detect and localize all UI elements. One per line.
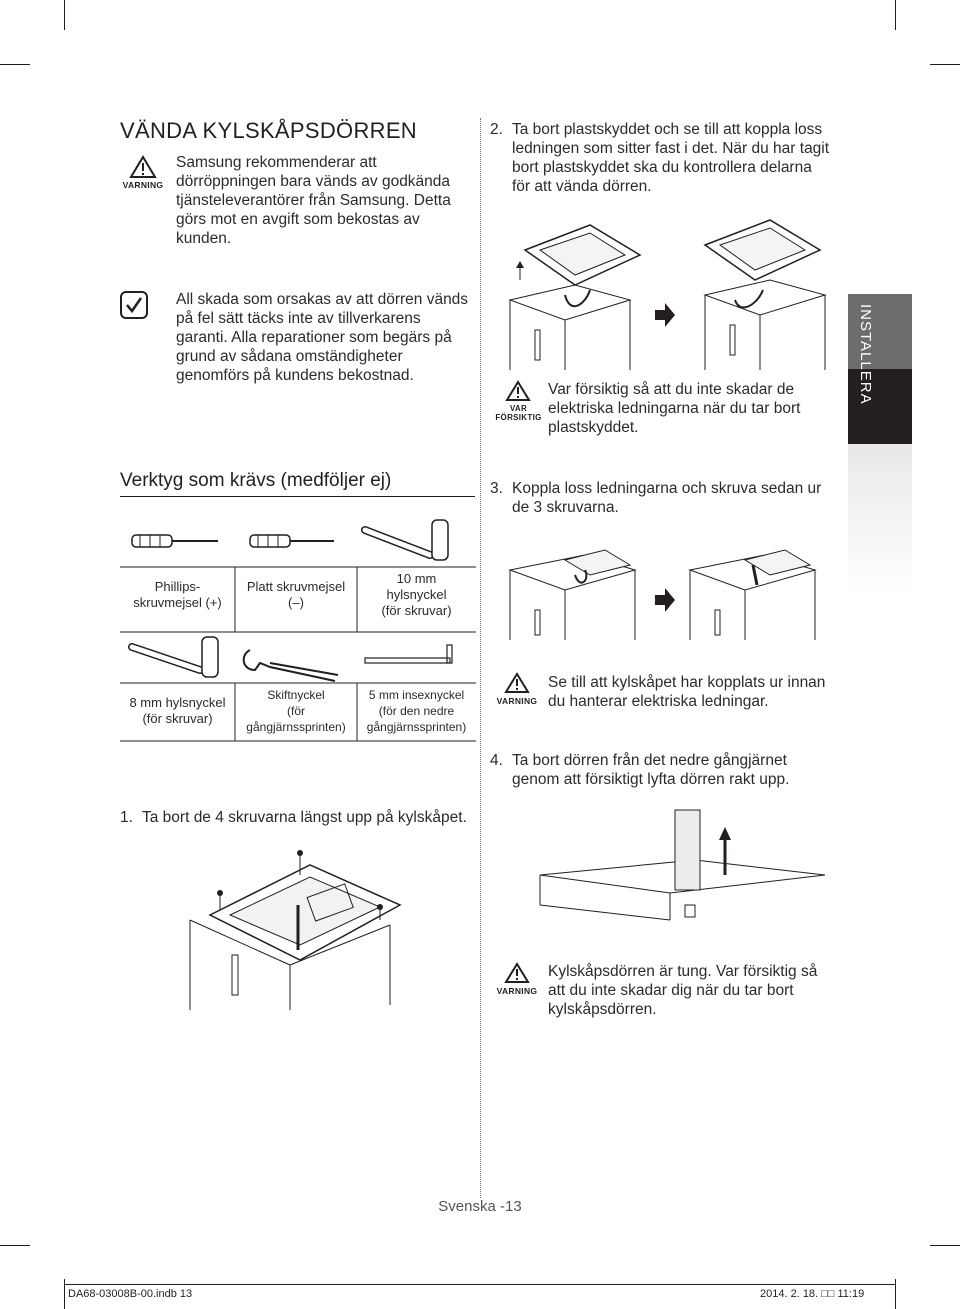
socket-wrench-icon: [365, 520, 448, 560]
warning-label: VARNING: [496, 696, 538, 706]
crop-mark: [0, 1245, 30, 1246]
tool-label: Platt skruvmejsel (–): [246, 579, 346, 610]
tool-label: 5 mm insexnyckel (för den nedre gångjärnssprinten): [366, 688, 467, 734]
caution-label: VAR FÖRSIKTIG: [495, 404, 542, 422]
socket-wrench-icon: [132, 637, 218, 677]
column-divider: [480, 118, 481, 1198]
note-icon: [119, 290, 149, 325]
door-lift-illustration: [535, 805, 835, 930]
crop-mark: [930, 64, 960, 65]
adjustable-wrench-icon: [244, 650, 338, 681]
crop-mark: [64, 0, 65, 30]
side-tab: [848, 294, 912, 594]
flat-screwdriver-icon: [250, 535, 334, 547]
print-date: 2014. 2. 18. □□ 11:19: [760, 1288, 865, 1300]
note-text: All skada som orsakas av att dörren vänds på fel sätt täcks inte av tillverkarens garanti. Alla reparationer som begärs på grund av sådana omständigheter genomförs på kundens bekostnad.: [176, 291, 469, 384]
phillips-screwdriver-icon: [132, 535, 218, 547]
side-tab-fade: [848, 444, 912, 594]
warning-text: Kylskåpsdörren är tung. Var försiktig så att du inte skadar dig när du tar bort kylskåpsdörren.: [548, 963, 818, 1018]
crop-mark: [0, 64, 30, 65]
step-2: 2. Ta bort plastskyddet och se till att koppla loss ledningen som sitter fast i det. När du har tagit bort plastskyddet ska du kontrollera delarna för att vända dörren.: [490, 121, 830, 195]
warning-icon: [117, 155, 169, 198]
warning-label: VARNING: [122, 180, 164, 190]
tool-label: Phillips- skruvmejsel (+): [133, 579, 222, 610]
fridge-top-illustration: [180, 845, 410, 1025]
tools-table: [120, 505, 476, 745]
step-3: 3. Koppla loss ledningarna och skruva sedan ur de 3 skruvarna.: [490, 480, 822, 516]
tool-label: 10 mm hylsnyckel (för skruvar): [381, 571, 452, 618]
page-title: VÄNDA KYLSKÅPSDÖRREN: [120, 118, 417, 143]
caution-text: Var försiktig så att du inte skadar de elektriska ledningarna när du tar bort plastskyddet.: [548, 381, 801, 436]
crop-mark: [895, 0, 896, 30]
tool-label: 8 mm hylsnyckel (för skruvar): [129, 695, 226, 726]
heading-rule: [120, 496, 475, 497]
tool-label: Skiftnyckel (för gångjärnssprinten): [246, 688, 346, 734]
footer-rule: [64, 1284, 896, 1285]
warning-label: VARNING: [496, 986, 538, 996]
step-1: 1. Ta bort de 4 skruvarna längst upp på kylskåpet.: [120, 809, 467, 826]
side-tab-label: INSTALLERA: [857, 304, 874, 405]
allen-key-icon: [365, 645, 452, 663]
wire-disconnect-illustration: [505, 540, 845, 645]
cover-removal-illustration: [495, 205, 845, 375]
warning-text: Se till att kylskåpet har kopplats ur innan du hanterar elektriska ledningar.: [548, 674, 826, 710]
tools-heading: Verktyg som krävs (medföljer ej): [120, 470, 392, 491]
warning-text: Samsung rekommenderar att dörröppningen bara vänds av godkända tjänsteleverantörer från Samsung. Detta görs mot en avgift som bekostas av kunden.: [176, 154, 451, 247]
crop-mark: [930, 1245, 960, 1246]
step-4: 4. Ta bort dörren från det nedre gångjärnet genom att försiktigt lyfta dörren rakt upp.: [490, 752, 790, 788]
file-name: DA68-03008B-00.indb 13: [68, 1288, 193, 1300]
page-number: Svenska -13: [438, 1198, 522, 1215]
